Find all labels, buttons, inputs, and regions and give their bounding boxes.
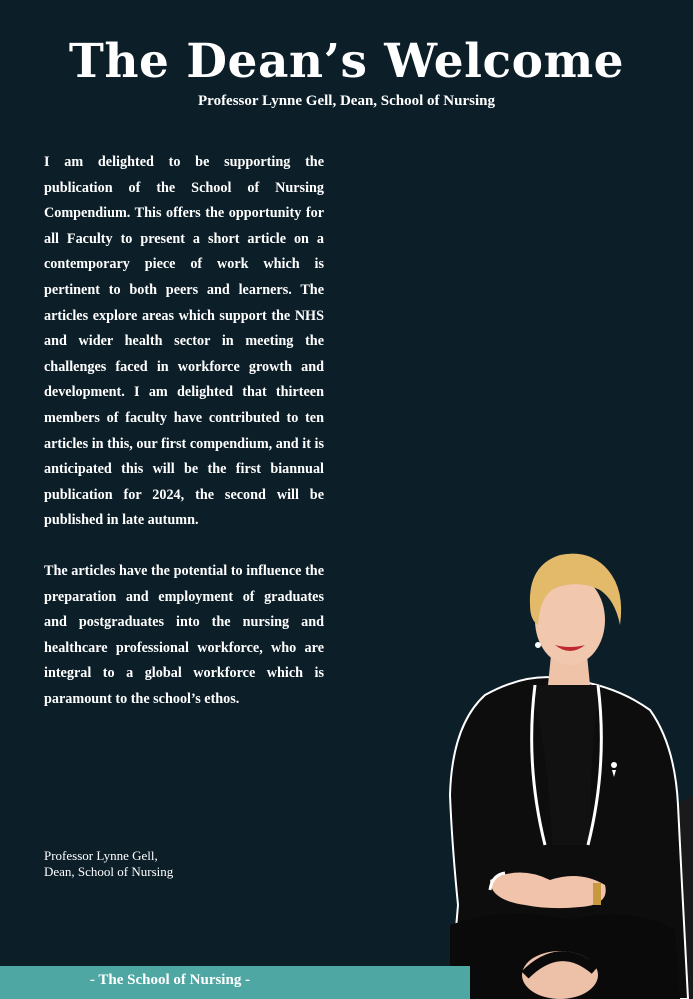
paragraph-1: I am delighted to be supporting the publication of the School of Nursing Compendium. This offers the opportunity for all Faculty to present a short article on a contemporary piece of work which is pertinent to both peers and learners. The articles explore areas which support the NHS and wider health sector in meeting the challenges faced in workforce growth and development. I am delighted that thirteen members of faculty have contributed to ten articles in this, our first compendium, and it is anticipated this will be the first biannual publication for 2024, the second will be published in late autumn.: [44, 154, 324, 529]
welcome-message: [44, 150, 324, 737]
signature-title: Dean, School of Nursing: [44, 864, 174, 879]
paragraph-2: The articles have the potential to influence the preparation and employment of graduates and postgraduates into the nursing and healthcare professional workforce, who are integral to a global workforce which is paramount to the school’s ethos.: [44, 562, 324, 707]
signature-block: [44, 848, 324, 880]
signature-name: Professor Lynne Gell,: [44, 848, 158, 863]
page-subtitle: Professor Lynne Gell, Dean, School of Nursing: [198, 93, 495, 109]
footer-bar: [0, 966, 470, 999]
footer-label: - The School of Nursing -: [89, 972, 251, 988]
dean-portrait-illustration: [430, 545, 693, 999]
page-title: The Dean’s Welcome: [68, 34, 625, 89]
